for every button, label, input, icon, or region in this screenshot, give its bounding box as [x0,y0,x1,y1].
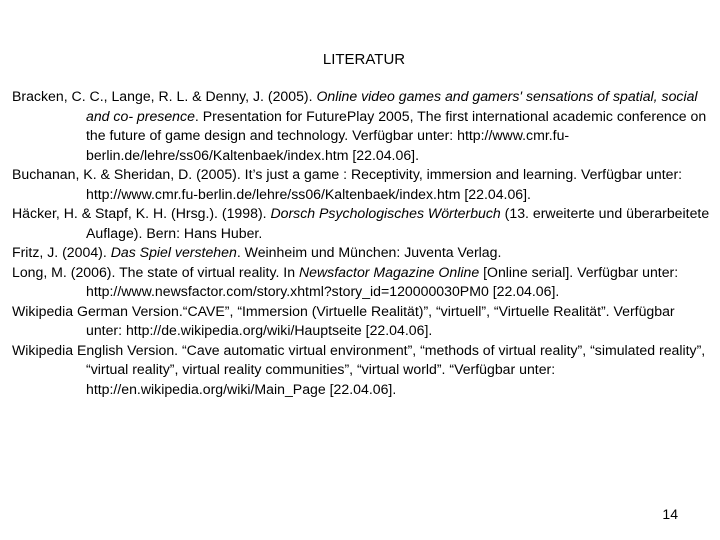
reference-title: Das Spiel verstehen [110,244,237,260]
reference-title: Newsfactor Magazine Online [298,263,480,280]
reference-text: (13. erweiterte und überarbeitete Auflage). Bern: Hans Huber. [86,205,710,241]
reference-text: [Online serial]. Verfügbar unter: http://www.newsfactor.com/story.xhtml?story_id=120000030PM0 [22.04.06]. [86,263,679,299]
reference-text: Fritz, J. (2004). [12,244,111,260]
reference-list [12,87,712,399]
reference-item [12,243,712,263]
reference-item [12,341,712,400]
reference-text: Häcker, H. & Stapf, K. H. (Hrsg.). (1998). [12,205,271,221]
reference-item [12,165,712,204]
reference-text: Long, M. (2006). The state of virtual reality. In [12,263,299,280]
page-number: 14 [662,506,678,522]
reference-title: Dorsch Psychologisches Wörterbuch [270,205,501,221]
reference-item [12,302,712,341]
reference-text: . Weinheim und München: Juventa Verlag. [236,244,502,260]
page-title: LITERATUR [322,51,406,68]
reference-text: Wikipedia German Version.“CAVE”, “Immersion (Virtuelle Realität)”, “virtuell”, “Virtuelle Realität”. Verfügbar unter: http://de.wikipedia.org/wiki/Hauptseite [22.04.06]. [12,302,675,338]
reference-title: Online video games and gamers' sensations of spatial, social and co- presence [86,88,698,124]
reference-text: Buchanan, K. & Sheridan, D. (2005). It’s just a game : Receptivity, immersion and learning. Verfügbar unter: http://www.cmr.fu-berlin.de/lehre/ss06/Kaltenbaek/index.htm [22.04.06]. [12,166,683,202]
reference-item [12,204,712,243]
reference-text: Bracken, C. C., Lange, R. L. & Denny, J. (2005). [12,88,317,104]
reference-item [12,87,712,165]
reference-item [12,263,712,302]
reference-text: . Presentation for FuturePlay 2005, The first international academic conference on the future of game design and technology. Verfügbar unter: http://www.cmr.fu-berlin.de/lehre/ss06/Kaltenbaek/index.htm [22.04.06]. [86,107,707,163]
reference-text: Wikipedia English Version. “Cave automatic virtual environment”, “methods of virtual reality”, “simulated reality”, “virtual reality”, virtual reality communities”, “virtual world”. “Verfügbar unter: http://en.wikipedia.org/wiki/Main_Page [22.04.06]. [12,341,706,397]
